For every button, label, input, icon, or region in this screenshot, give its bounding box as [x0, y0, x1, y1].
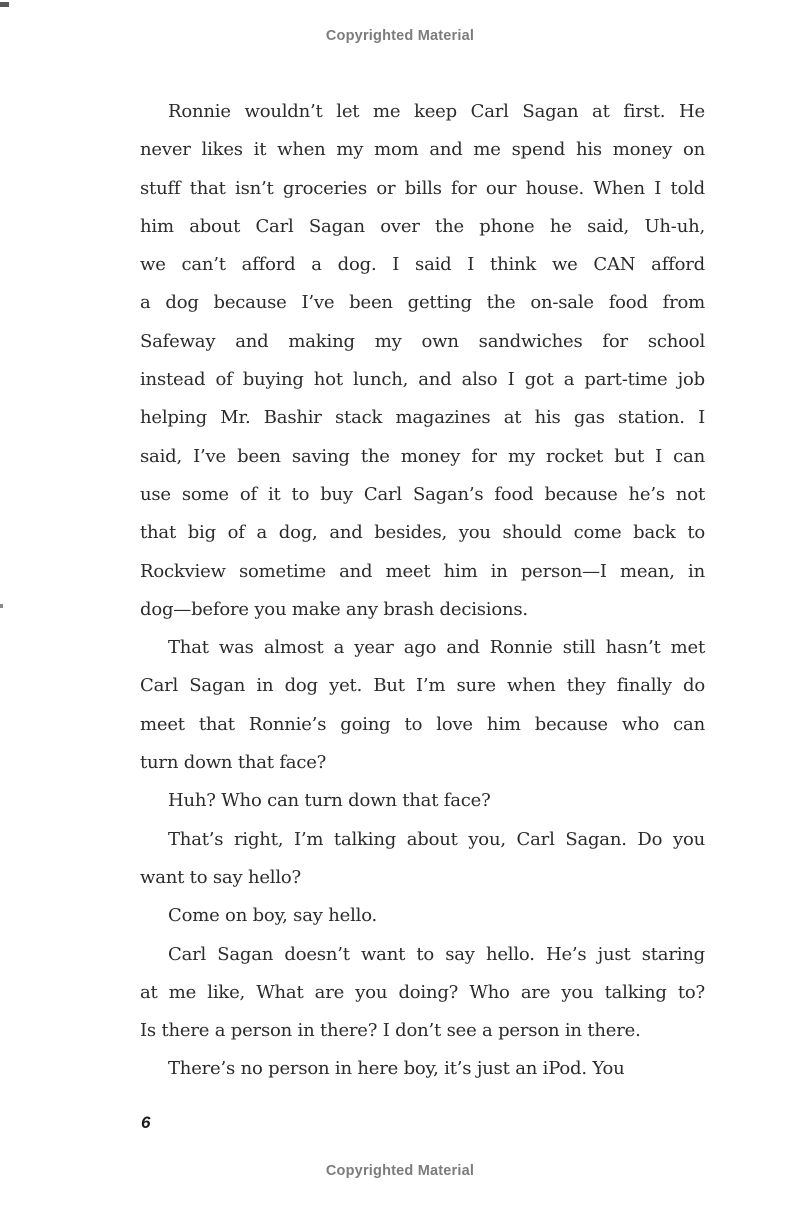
scan-artifact — [0, 2, 9, 7]
text-line: Safeway and making my own sandwiches for school — [140, 330, 705, 352]
text-line: a dog because I’ve been getting the on-sale food from — [140, 292, 705, 314]
text-line: instead of buying hot lunch, and also I got a part-time job — [140, 369, 705, 391]
text-line: we can’t afford a dog. I said I think we CAN afford — [140, 254, 705, 276]
page-number: 6 — [141, 1113, 151, 1132]
scan-artifact — [0, 604, 3, 608]
text-line: Ronnie wouldn’t let me keep Carl Sagan at first. He — [168, 101, 705, 122]
text-line: turn down that face? — [140, 752, 327, 774]
text-line: Carl Sagan doesn’t want to say hello. He’s just staring — [168, 943, 705, 965]
text-line: him about Carl Sagan over the phone he said, Uh-uh, — [140, 215, 705, 237]
text-line: Come on boy, say hello. — [168, 905, 378, 927]
text-line: meet that Ronnie’s going to love him because who can — [140, 713, 705, 735]
text-line: at me like, What are you doing? Who are you talking to? — [140, 981, 705, 1003]
copyright-notice-bottom: Copyrighted Material — [325, 1163, 475, 1179]
text-line: That was almost a year ago and Ronnie still hasn’t met — [168, 637, 705, 659]
text-line: Rockview sometime and meet him in person—I mean, in — [140, 560, 705, 582]
text-line: never likes it when my mom and me spend his money on — [140, 139, 705, 161]
text-line: dog—before you make any brash decisions. — [140, 598, 528, 620]
text-line: That’s right, I’m talking about you, Carl Sagan. Do you — [168, 828, 705, 850]
text-line: that big of a dog, and besides, you should come back to — [140, 522, 705, 544]
text-line: helping Mr. Bashir stack magazines at his gas station. I — [140, 407, 705, 429]
text-line: Huh? Who can turn down that face? — [168, 790, 491, 812]
text-line: There’s no person in here boy, it’s just an iPod. You — [168, 1058, 625, 1080]
text-line: Carl Sagan in dog yet. But I’m sure when they finally do — [140, 675, 705, 697]
copyright-notice-top: Copyrighted Material — [325, 28, 475, 44]
text-line: use some of it to buy Carl Sagan’s food because he’s not — [140, 483, 705, 505]
page-body-text — [140, 93, 705, 1089]
text-line: said, I’ve been saving the money for my rocket but I can — [140, 445, 705, 467]
text-line: Is there a person in there? I don’t see a person in there. — [140, 1020, 641, 1042]
text-line: want to say hello? — [140, 866, 301, 888]
text-line: stuff that isn’t groceries or bills for our house. When I told — [140, 177, 705, 199]
